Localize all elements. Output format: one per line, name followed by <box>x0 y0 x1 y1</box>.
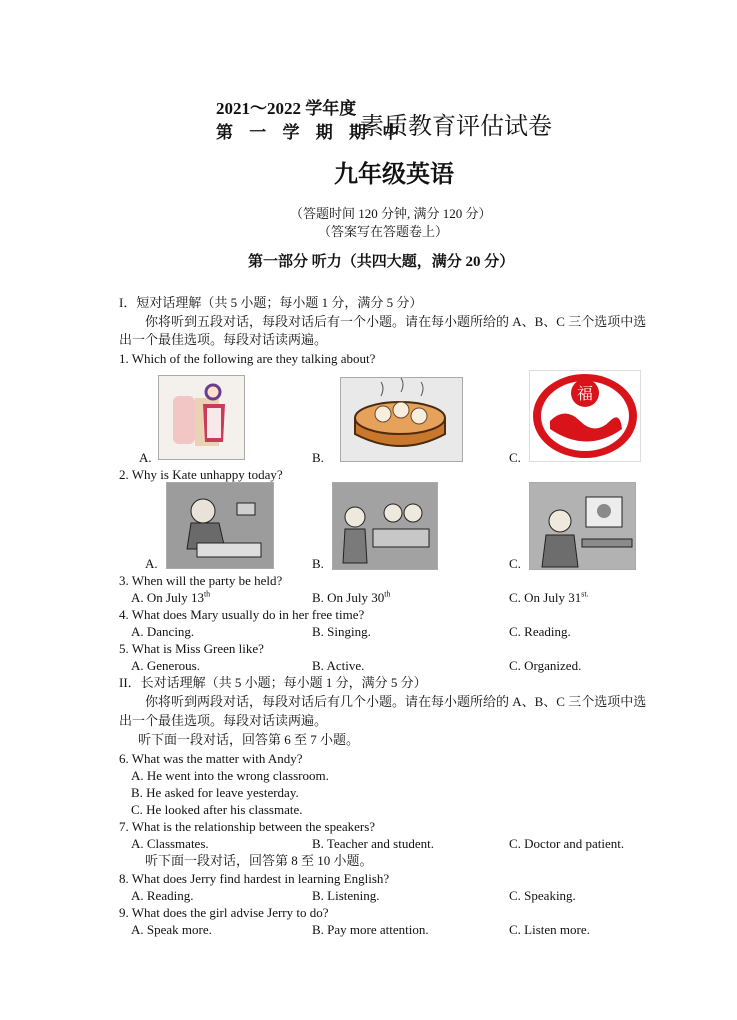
q9-stem: 9. What does the girl advise Jerry to do? <box>119 905 329 920</box>
page-title: 九年级英语 <box>334 162 454 188</box>
exam-name: 素质教育评估试卷 <box>360 114 552 140</box>
q8-option-b: B. Listening. <box>312 888 380 903</box>
q1-option-c: C. <box>509 450 521 465</box>
girl-reading-image <box>166 482 274 569</box>
exam-term: 第 一 学 期 期 中 <box>216 123 406 142</box>
listen-note-1: 听下面一段对话，回答第 6 至 7 小题。 <box>138 732 360 747</box>
section1-instruction-line1: 你将听到五段对话，每段对话后有一个小题。请在每小题所给的 A、B、C 三个选项中选 <box>145 314 647 329</box>
part-title: 第一部分 听力（共四大题，满分 20 分） <box>248 254 515 270</box>
students-desk-image <box>332 482 438 570</box>
q4-option-c: C. Reading. <box>509 624 571 639</box>
q6-option-b: B. He asked for leave yesterday. <box>131 785 299 800</box>
steamed-buns-image <box>340 377 463 462</box>
q7-option-a: A. Classmates. <box>131 836 209 851</box>
peking-opera-image <box>158 375 245 460</box>
q9-option-c: C. Listen more. <box>509 922 590 937</box>
section2-instruction-line1: 你将听到两段对话，每段对话后有几个小题。请在每小题所给的 A、B、C 三个选项中选 <box>145 694 647 709</box>
q2-option-c: C. <box>509 556 521 571</box>
svg-text:福: 福 <box>576 384 594 403</box>
section1-instruction-line2: 出一个最佳选项。每段对话读两遍。 <box>119 332 328 347</box>
q3-option-c: C. On July $31^{st.}$ <box>509 589 589 605</box>
q7-stem: 7. What is the relationship between the speakers? <box>119 819 376 834</box>
q5-option-c: C. Organized. <box>509 658 582 673</box>
section2-instruction-line2: 出一个最佳选项。每段对话读两遍。 <box>119 713 328 728</box>
q2-stem: 2. Why is Kate unhappy today? <box>119 467 283 482</box>
time-note: （答题时间 120 分钟, 满分 120 分） <box>290 206 492 221</box>
section2-title: II．长对话理解（共 5 小题；每小题 1 分，满分 5 分） <box>119 675 427 690</box>
q9-option-b: B. Pay more attention. <box>312 922 429 937</box>
q7-option-c: C. Doctor and patient. <box>509 836 625 851</box>
answer-note: （答案写在答题卷上） <box>318 224 449 239</box>
q1-option-a: A. <box>139 450 152 465</box>
q6-option-a: A. He went into the wrong classroom. <box>131 768 329 783</box>
q1-stem: 1. Which of the following are they talking about? <box>119 351 376 366</box>
q3-option-a: A. On July 13th <box>131 589 211 605</box>
q8-option-c: C. Speaking. <box>509 888 576 903</box>
q5-stem: 5. What is Miss Green like? <box>119 641 264 656</box>
q2-option-b: B. <box>312 556 324 571</box>
exam-year: 2021～2022 学年度 <box>216 99 357 118</box>
q9-option-a: A. Speak more. <box>131 922 212 937</box>
listen-note-2: 听下面一段对话，回答第 8 至 10 小题。 <box>145 853 373 868</box>
boy-tv-image <box>529 482 636 570</box>
q6-option-c: C. He looked after his classmate. <box>131 802 303 817</box>
q8-stem: 8. What does Jerry find hardest in learning English? <box>119 871 390 886</box>
q8-option-a: A. Reading. <box>131 888 194 903</box>
q1-option-b: B. <box>312 450 324 465</box>
q3-option-b: B. On July 30th <box>312 589 391 605</box>
paper-cut-fu-image <box>529 370 641 462</box>
q7-option-b: B. Teacher and student. <box>312 836 434 851</box>
section1-title: I．短对话理解（共 5 小题；每小题 1 分，满分 5 分） <box>119 295 423 310</box>
q6-stem: 6. What was the matter with Andy? <box>119 751 303 766</box>
q4-stem: 4. What does Mary usually do in her free time? <box>119 607 365 622</box>
q5-option-b: B. Active. <box>312 658 365 673</box>
q2-option-a: A. <box>145 556 158 571</box>
q4-option-a: A. Dancing. <box>131 624 195 639</box>
q4-option-b: B. Singing. <box>312 624 371 639</box>
q3-stem: 3. When will the party be held? <box>119 573 283 588</box>
q5-option-a: A. Generous. <box>131 658 200 673</box>
